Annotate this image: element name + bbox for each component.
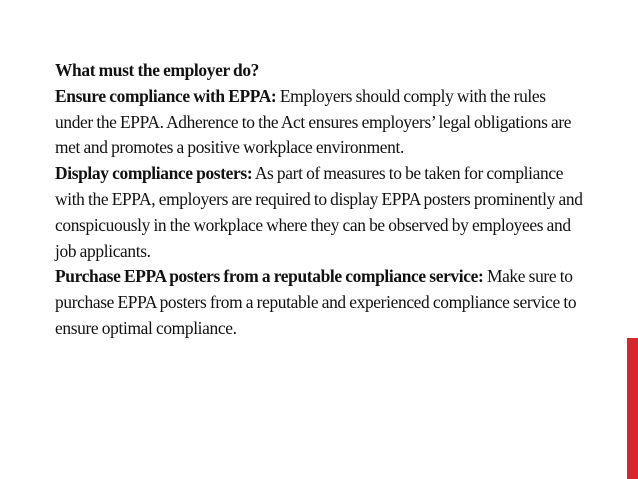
accent-bar (627, 338, 638, 479)
bullet-title: Purchase EPPA posters from a reputable compliance service: (55, 266, 484, 287)
bullet-display-posters (55, 161, 585, 264)
bullet-purchase-posters (55, 264, 585, 341)
bullet-ensure-compliance (55, 84, 585, 161)
bullet-title: Ensure compliance with EPPA: (55, 85, 277, 106)
bullet-title: Display compliance posters: (55, 163, 253, 184)
bullet-text: As part of measures to be taken for compliance with the EPPA, employers are required to display EPPA posters prominently and conspicuously in the workplace where they can be observed by employees and job applicants. (55, 163, 583, 261)
bullet-text: Employers should comply with the rules under the EPPA. Adherence to the Act ensures employers’ legal obligations are met and promotes a positive workplace environment. (55, 85, 572, 158)
slide-heading: What must the employer do? (55, 60, 260, 80)
bullet-text: Make sure to purchase EPPA posters from a reputable and experienced compliance service to ensure optimal compliance. (55, 266, 577, 338)
slide-content (55, 58, 585, 342)
